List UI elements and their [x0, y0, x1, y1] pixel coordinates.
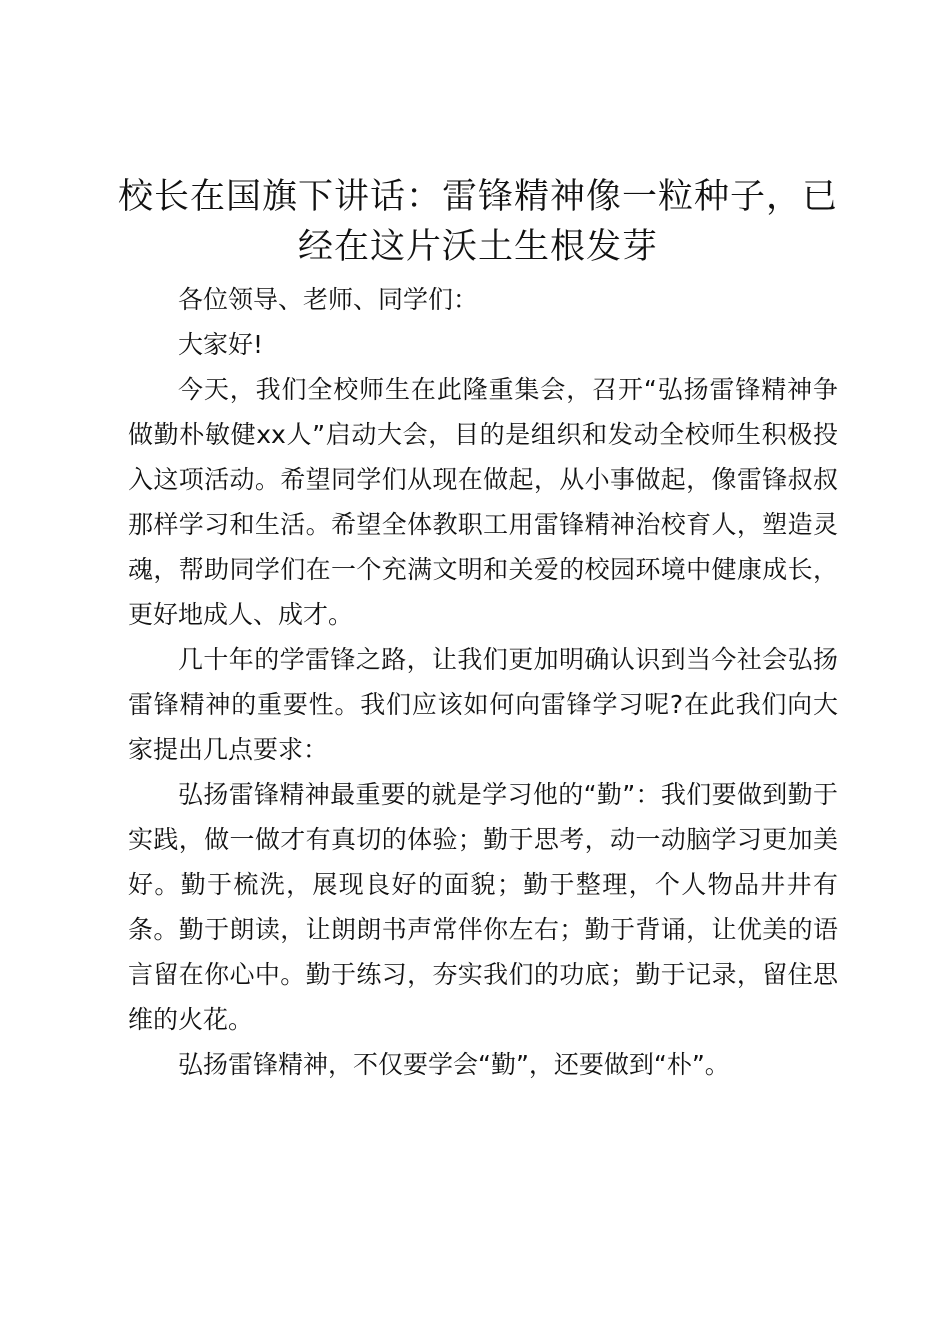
body-paragraph: 几十年的学雷锋之路，让我们更加明确认识到当今社会弘扬雷锋精神的重要性。我们应该如何向雷锋学习呢?在此我们向大家提出几点要求： [128, 645, 838, 764]
title-line-2: 经在这片沃土生根发芽 [297, 227, 658, 267]
body-paragraph: 弘扬雷锋精神，不仅要学会“勤”，还要做到“朴”。 [178, 1050, 730, 1079]
body-paragraph: 弘扬雷锋精神最重要的就是学习他的“勤”：我们要做到勤于实践，做一做才有真切的体验；勤于思考，动一动脑学习更加美好。勤于梳洗，展现良好的面貌；勤于整理，个人物品井井有条。勤于朗读，让朗朗书声常伴你左右；勤于背诵，让优美的语言留在你心中。勤于练习，夯实我们的功底；勤于记录，留住思维的火花。 [128, 780, 838, 1034]
document-title [118, 172, 838, 272]
document-body [128, 277, 838, 1087]
title-line-1: 校长在国旗下讲话：雷锋精神像一粒种子，已 [118, 177, 839, 217]
salutation: 各位领导、老师、同学们： [178, 285, 479, 314]
body-paragraph: 今天，我们全校师生在此隆重集会，召开“弘扬雷锋精神争做勤朴敏健xx人”启动大会，目的是组织和发动全校师生积极投入这项活动。希望同学们从现在做起，从小事做起，像雷锋叔叔那样学习和生活。希望全体教职工用雷锋精神治校育人，塑造灵魂，帮助同学们在一个充满文明和关爱的校园环境中健康成长，更好地成人、成才。 [128, 375, 838, 629]
greeting: 大家好! [178, 330, 264, 359]
